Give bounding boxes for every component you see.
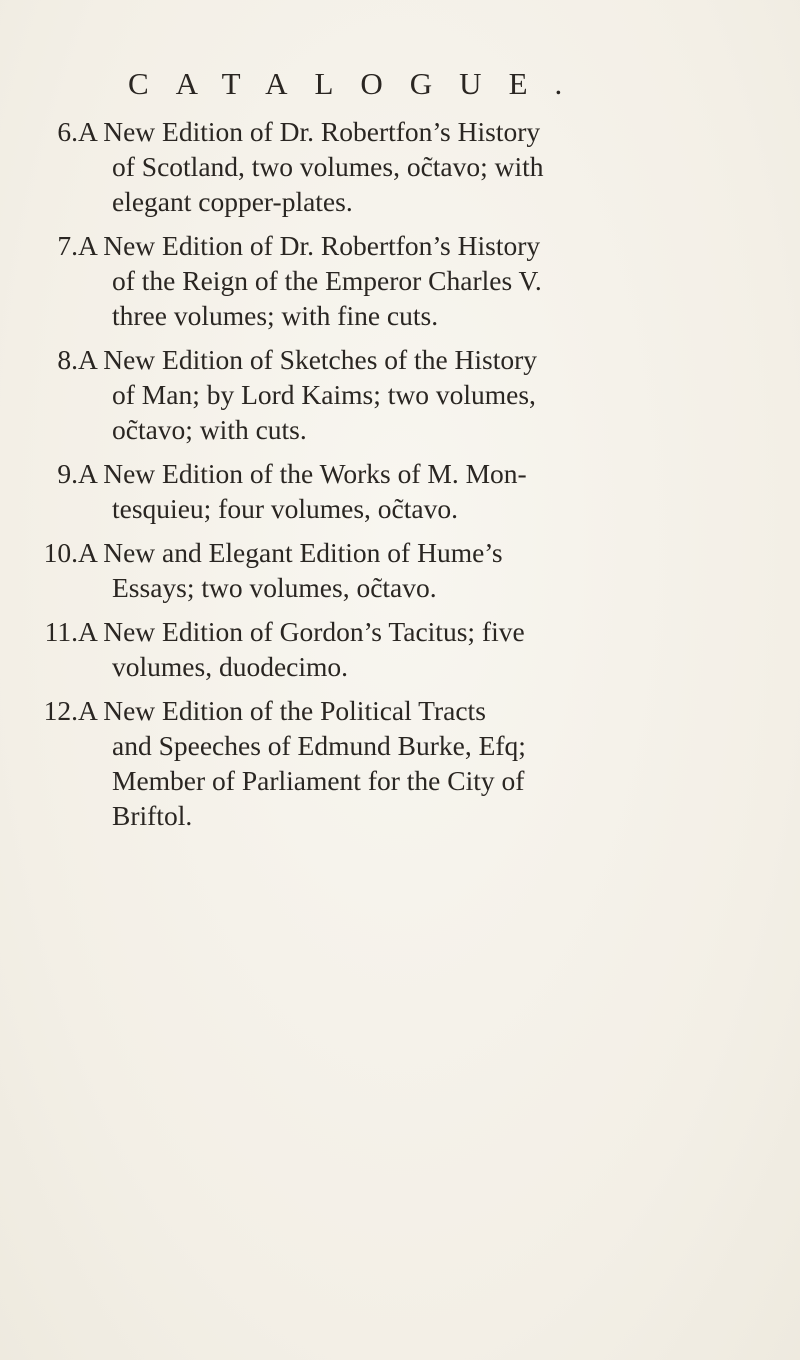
entry-number: 7. xyxy=(57,230,78,261)
entry-line: elegant copper-plates. xyxy=(112,186,353,217)
entry-line: of Man; by Lord Kaims; two volumes, xyxy=(112,379,536,410)
entry-line: and Speeches of Edmund Burke, Efq; xyxy=(112,730,526,761)
entry-line: Essays; two volumes, oc̃tavo. xyxy=(112,572,437,603)
entry-line: oc̃tavo; with cuts. xyxy=(112,414,307,445)
entry-line: Briftol. xyxy=(112,800,193,831)
entry-line: volumes, duodecimo. xyxy=(112,651,349,682)
entry-line: A New Edition of Sketches of the History xyxy=(78,344,538,375)
entry-line: A New Edition of Gordon’s Tacitus; five xyxy=(78,616,525,647)
running-head: CATALOGUE. xyxy=(128,66,590,101)
entry-line: of the Reign of the Emperor Charles V. xyxy=(112,265,542,296)
catalogue-entry-6 xyxy=(30,114,775,219)
entry-line: A New Edition of the Political Tracts xyxy=(78,695,486,726)
entry-line: A New and Elegant Edition of Hume’s xyxy=(78,537,503,568)
entry-number: 8. xyxy=(57,344,78,375)
entry-number: 10. xyxy=(43,537,78,568)
entry-number: 11. xyxy=(44,616,78,647)
entry-line: A New Edition of Dr. Robertfon’s History xyxy=(78,230,541,261)
entry-line: A New Edition of the Works of M. Mon- xyxy=(78,458,527,489)
entry-line: three volumes; with fine cuts. xyxy=(112,300,439,331)
catalogue-entries xyxy=(30,114,775,842)
catalogue-entry-8 xyxy=(30,342,775,447)
entry-number: 12. xyxy=(43,695,78,726)
entry-number: 6. xyxy=(57,116,78,147)
entry-line: Member of Parliament for the City of xyxy=(112,765,525,796)
catalogue-entry-12 xyxy=(30,693,775,833)
entry-line: A New Edition of Dr. Robertfon’s History xyxy=(78,116,541,147)
entry-number: 9. xyxy=(57,458,78,489)
entry-line: tesquieu; four volumes, oc̃tavo. xyxy=(112,493,458,524)
catalogue-entry-7 xyxy=(30,228,775,333)
entry-line: of Scotland, two volumes, oc̃tavo; with xyxy=(112,151,544,182)
catalogue-entry-10 xyxy=(30,535,775,605)
catalogue-entry-11 xyxy=(30,614,775,684)
catalogue-entry-9 xyxy=(30,456,775,526)
